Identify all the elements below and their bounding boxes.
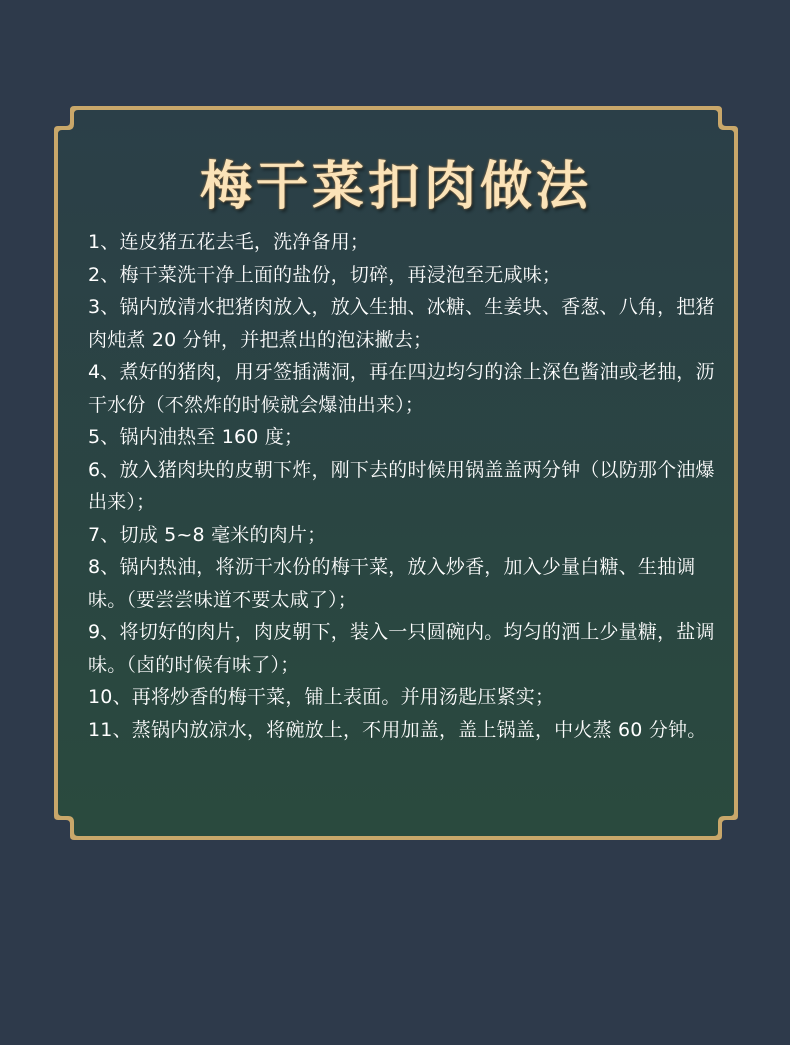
recipe-step: 5、锅内油热至 160 度； [88,426,304,448]
recipe-step: 11、蒸锅内放凉水，将碗放上，不用加盖，盖上锅盖，中火蒸 60 分钟。 [88,718,707,741]
recipe-title: 梅干菜扣肉做法 [199,157,592,217]
recipe-step: 2、梅干菜洗干净上面的盐份，切碎，再浸泡至无咸味； [88,263,562,286]
recipe-steps-list [88,226,728,746]
recipe-step: 6、放入猪肉块的皮朝下炸，刚下去的时候用锅盖盖两分钟（以防那个油爆出来）； [88,458,715,513]
recipe-step: 10、再将炒香的梅干菜，铺上表面。并用汤匙压紧实； [88,686,555,708]
recipe-card [52,104,740,842]
recipe-step: 1、连皮猪五花去毛，洗净备用； [88,231,370,253]
recipe-step: 8、锅内热油，将沥干水份的梅干菜，放入炒香，加入少量白糖、生抽调味。（要尝尝味道不要太咸了）； [88,556,696,611]
recipe-step: 9、将切好的肉片，肉皮朝下，装入一只圆碗内。均匀的洒上少量糖，盐调味。（卤的时候有味了）； [88,621,715,676]
recipe-step: 3、锅内放清水把猪肉放入，放入生抽、冰糖、生姜块、香葱、八角，把猪肉炖煮 20 分钟，并把煮出的泡沫撇去； [88,296,715,351]
recipe-step: 7、切成 5~8 毫米的肉片； [88,523,327,546]
recipe-step: 4、煮好的猪肉，用牙签插满洞，再在四边均匀的涂上深色酱油或老抽，沥干水份（不然炸的时候就会爆油出来）； [88,361,715,416]
